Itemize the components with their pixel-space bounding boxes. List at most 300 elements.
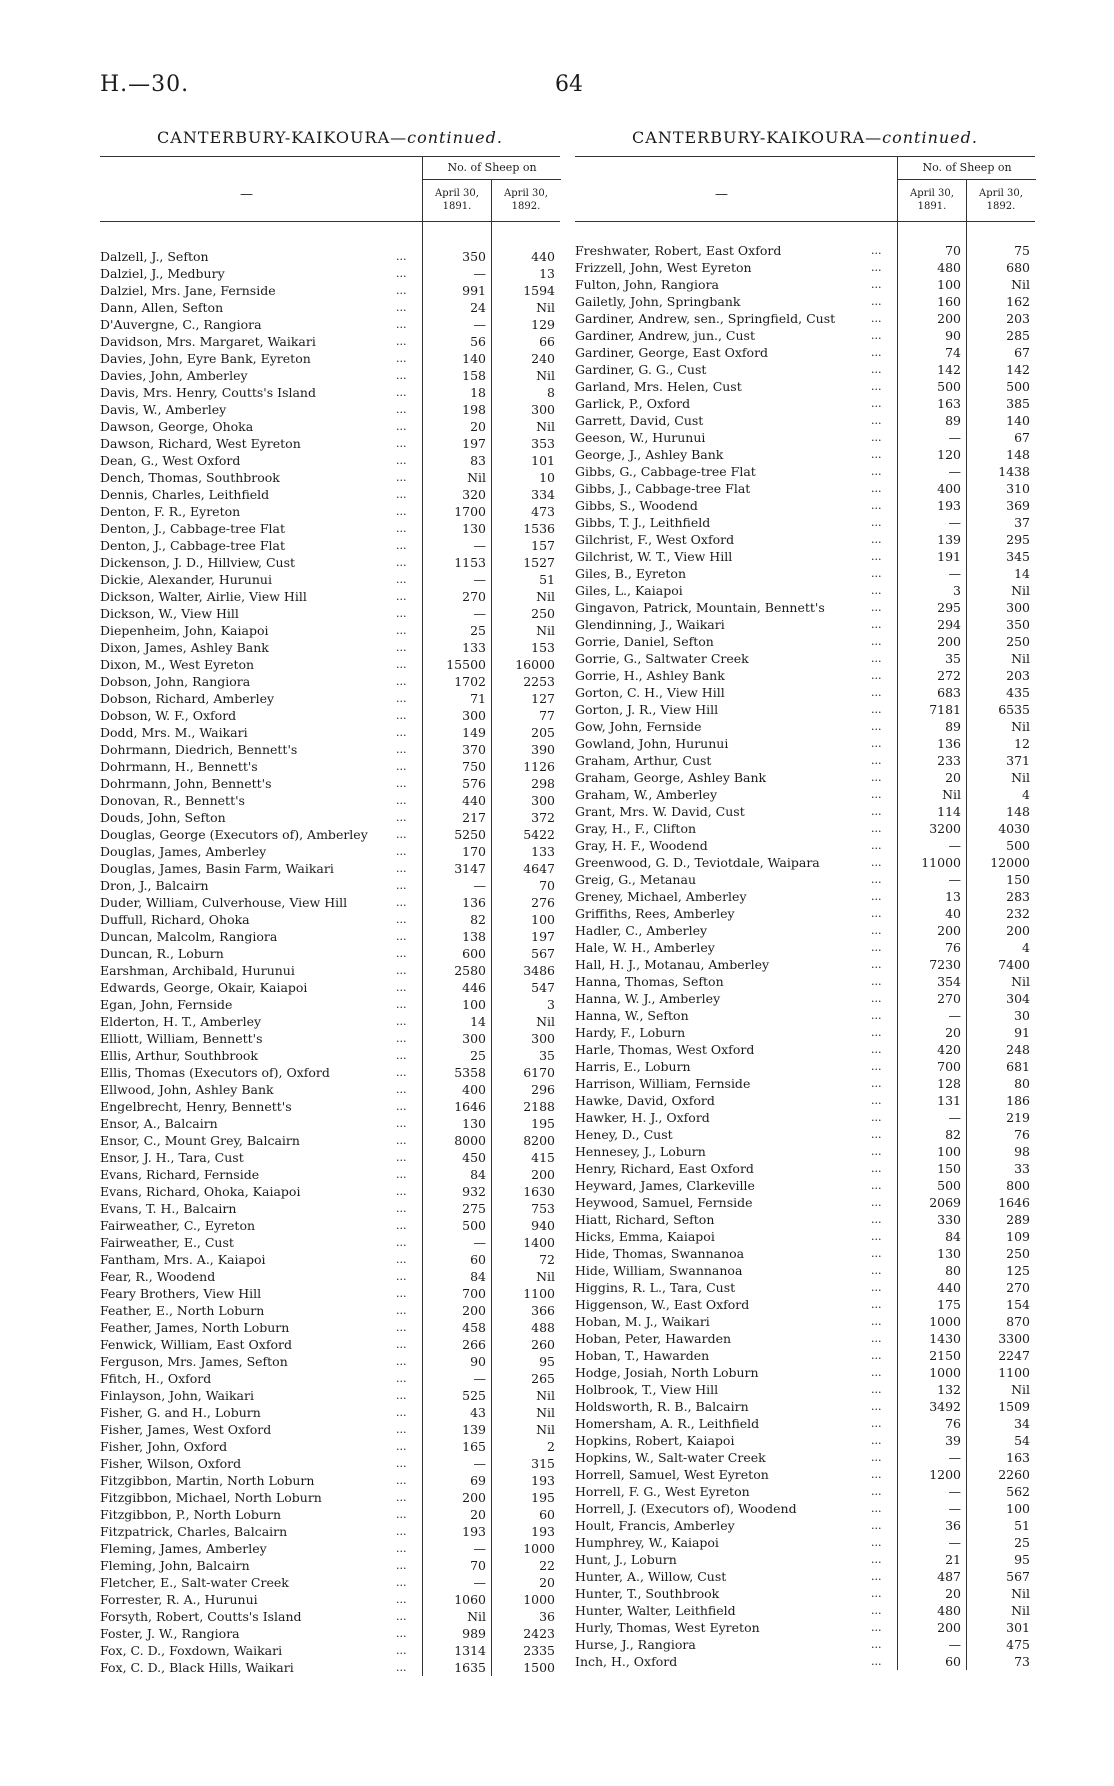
sheep-1891: —: [948, 1535, 961, 1550]
leader-dots: ...: [871, 1553, 882, 1566]
leader-dots: ...: [871, 1468, 882, 1481]
table-row: [575, 1313, 1035, 1330]
sheep-1891: —: [473, 572, 486, 587]
table-row: [100, 1183, 560, 1200]
sheep-1892: Nil: [536, 623, 555, 638]
sheep-1891: 2150: [929, 1348, 961, 1363]
sheep-1891: 1314: [454, 1643, 486, 1658]
sheep-1891: 193: [462, 1524, 486, 1539]
owner-name: Fairweather, E., Cust: [100, 1235, 234, 1250]
table-row: [575, 1619, 1035, 1636]
leader-dots: ...: [396, 1389, 407, 1402]
sheep-1891: 36: [945, 1518, 961, 1533]
sheep-1892: 100: [531, 912, 555, 927]
owner-name: Ffitch, H., Oxford: [100, 1371, 212, 1386]
owner-name: Fairweather, C., Eyreton: [100, 1218, 256, 1233]
leader-dots: ...: [871, 1179, 882, 1192]
sheep-1891: 140: [462, 351, 486, 366]
leader-dots: ...: [871, 1298, 882, 1311]
sheep-1892: 345: [1006, 549, 1030, 564]
table-row: [100, 1064, 560, 1081]
sheep-1891: 370: [462, 742, 486, 757]
sheep-1892: 193: [531, 1524, 555, 1539]
owner-name: Hanna, Thomas, Sefton: [575, 974, 724, 989]
leader-dots: ...: [871, 975, 882, 988]
table-row: [100, 860, 560, 877]
owner-name: Hoult, Francis, Amberley: [575, 1518, 735, 1533]
sheep-1891: 100: [937, 1144, 961, 1159]
sheep-1892: 7400: [998, 957, 1030, 972]
sheep-1891: —: [473, 1456, 486, 1471]
leader-dots: ...: [871, 1264, 882, 1277]
sheep-1891: 270: [462, 589, 486, 604]
leader-dots: ...: [871, 431, 882, 444]
sheep-1891: —: [473, 878, 486, 893]
sheep-1891: —: [473, 538, 486, 553]
sheep-1891: 500: [937, 1178, 961, 1193]
sheep-1891: 11000: [921, 855, 961, 870]
table-row: [100, 1234, 560, 1251]
table-row: [575, 650, 1035, 667]
table-row: [100, 758, 560, 775]
sheep-1892: Nil: [536, 368, 555, 383]
sheep-1891: 74: [945, 345, 961, 360]
owner-name: Graham, W., Amberley: [575, 787, 718, 802]
sheep-1892: Nil: [536, 1388, 555, 1403]
sheep-1892: 142: [1006, 362, 1030, 377]
sheep-1891: 15500: [446, 657, 486, 672]
sheep-1892: Nil: [1011, 583, 1030, 598]
leader-dots: ...: [396, 590, 407, 603]
table-row: [100, 418, 560, 435]
leader-dots: ...: [396, 352, 407, 365]
leader-dots: ...: [871, 992, 882, 1005]
leader-dots: ...: [871, 482, 882, 495]
sheep-1892: 109: [1006, 1229, 1030, 1244]
owner-name: Duncan, R., Loburn: [100, 946, 224, 961]
owner-name: Hurse, J., Rangiora: [575, 1637, 696, 1652]
owner-name: Hunter, A., Willow, Cust: [575, 1569, 727, 1584]
leader-dots: ...: [871, 1043, 882, 1056]
sheep-1892: 1000: [523, 1541, 555, 1556]
right-column: [575, 128, 1035, 1670]
leader-dots: ...: [871, 805, 882, 818]
leader-dots: ...: [871, 584, 882, 597]
sheep-1891: 20: [470, 1507, 486, 1522]
owner-name: Dobson, Richard, Amberley: [100, 691, 275, 706]
owner-name: Hanna, W., Sefton: [575, 1008, 689, 1023]
sheep-1891: 43: [470, 1405, 486, 1420]
sheep-1891: —: [948, 838, 961, 853]
owner-name: Dalziel, J., Medbury: [100, 266, 225, 281]
sheep-1892: 37: [1014, 515, 1030, 530]
owner-name: Douglas, James, Amberley: [100, 844, 267, 859]
owner-name: Hunter, Walter, Leithfield: [575, 1603, 736, 1618]
owner-name: Garland, Mrs. Helen, Cust: [575, 379, 742, 394]
leader-dots: ...: [396, 1321, 407, 1334]
table-row: [100, 1166, 560, 1183]
sheep-1892: 232: [1006, 906, 1030, 921]
sheep-1892: 12: [1014, 736, 1030, 751]
table-row: [575, 1024, 1035, 1041]
sheep-1891: —: [473, 317, 486, 332]
sheep-1891: 270: [937, 991, 961, 1006]
sheep-1892: 4647: [523, 861, 555, 876]
leader-dots: ...: [396, 641, 407, 654]
table-row: [575, 463, 1035, 480]
table-row: [100, 1455, 560, 1472]
table-row: [100, 1251, 560, 1268]
leader-dots: ...: [396, 760, 407, 773]
table-row: [575, 803, 1035, 820]
owner-name: Dickson, Walter, Airlie, View Hill: [100, 589, 307, 604]
table-row: [100, 384, 560, 401]
owner-name: Duder, William, Culverhouse, View Hill: [100, 895, 348, 910]
table-row: [100, 435, 560, 452]
sheep-1892: 940: [531, 1218, 555, 1233]
sheep-1891: 275: [462, 1201, 486, 1216]
owner-name: Hall, H. J., Motanau, Amberley: [575, 957, 770, 972]
sheep-1892: 298: [531, 776, 555, 791]
table-row: [575, 378, 1035, 395]
sheep-1891: —: [948, 1450, 961, 1465]
table-row: [575, 718, 1035, 735]
table-row: [575, 888, 1035, 905]
table-row: [575, 599, 1035, 616]
owner-name: Denton, J., Cabbage-tree Flat: [100, 521, 285, 536]
sheep-1892: 35: [539, 1048, 555, 1063]
table-row: [100, 299, 560, 316]
sheep-1891: 83: [470, 453, 486, 468]
sheep-1891: 200: [462, 1303, 486, 1318]
sheep-1891: 989: [462, 1626, 486, 1641]
leader-dots: ...: [396, 1032, 407, 1045]
sheep-1891: 25: [470, 623, 486, 638]
sheep-1891: 1000: [929, 1365, 961, 1380]
sheep-1892: 193: [531, 1473, 555, 1488]
table-row: [575, 361, 1035, 378]
owner-name: Elderton, H. T., Amberley: [100, 1014, 262, 1029]
sheep-1891: Nil: [942, 787, 961, 802]
owner-name: Fear, R., Woodend: [100, 1269, 216, 1284]
name-column-header: —: [240, 187, 253, 202]
sheep-1892: 20: [539, 1575, 555, 1590]
sheep-1892: 4: [1022, 787, 1030, 802]
owner-name: Dalziel, Mrs. Jane, Fernside: [100, 283, 276, 298]
leader-dots: ...: [396, 1270, 407, 1283]
sheep-1891: 136: [937, 736, 961, 751]
leader-dots: ...: [871, 1434, 882, 1447]
owner-name: Dickie, Alexander, Hurunui: [100, 572, 272, 587]
leader-dots: ...: [396, 1610, 407, 1623]
table-row: [575, 1075, 1035, 1092]
table-row: [100, 1302, 560, 1319]
sheep-1891: 20: [470, 419, 486, 434]
sheep-1892: Nil: [536, 1014, 555, 1029]
sheep-1891: 14: [470, 1014, 486, 1029]
sheep-1892: 70: [539, 878, 555, 893]
sheep-1892: 205: [531, 725, 555, 740]
sheep-1891: 80: [945, 1263, 961, 1278]
table-row: [100, 1506, 560, 1523]
sheep-1891: 76: [945, 1416, 961, 1431]
owner-name: Holdsworth, R. B., Balcairn: [575, 1399, 749, 1414]
sheep-1892: 200: [531, 1167, 555, 1182]
sheep-1891: 3492: [929, 1399, 961, 1414]
table-row: [575, 1466, 1035, 1483]
owner-name: Hunt, J., Loburn: [575, 1552, 677, 1567]
leader-dots: ...: [871, 465, 882, 478]
table-row: [100, 469, 560, 486]
sheep-1892: 300: [531, 793, 555, 808]
leader-dots: ...: [396, 964, 407, 977]
sheep-1892: 95: [1014, 1552, 1030, 1567]
page-number: 64: [555, 72, 583, 97]
table-row: [100, 826, 560, 843]
owner-name: Hopkins, W., Salt-water Creek: [575, 1450, 766, 1465]
table-row: [100, 1081, 560, 1098]
table-row: [100, 350, 560, 367]
leader-dots: ...: [871, 1519, 882, 1532]
sheep-1892: 415: [531, 1150, 555, 1165]
owner-name: Greney, Michael, Amberley: [575, 889, 747, 904]
sheep-1891: Nil: [467, 470, 486, 485]
owner-name: Giles, B., Eyreton: [575, 566, 687, 581]
leader-dots: ...: [396, 437, 407, 450]
leader-dots: ...: [396, 1355, 407, 1368]
sheep-1891: 932: [462, 1184, 486, 1199]
leader-dots: ...: [871, 941, 882, 954]
leader-dots: ...: [396, 1134, 407, 1147]
owner-name: Humphrey, W., Kaiapoi: [575, 1535, 719, 1550]
owner-name: Fulton, John, Rangiora: [575, 277, 720, 292]
table-row: [575, 1398, 1035, 1415]
sheep-1892: 150: [1006, 872, 1030, 887]
sheep-1891: 84: [470, 1269, 486, 1284]
leader-dots: ...: [396, 386, 407, 399]
sheep-group-header: No. of Sheep on: [897, 157, 1036, 180]
sheep-1891: 82: [470, 912, 486, 927]
owner-name: Foster, J. W., Rangiora: [100, 1626, 240, 1641]
sheep-1891: 3: [953, 583, 961, 598]
sheep-1892: 33: [1014, 1161, 1030, 1176]
sheep-1891: 320: [462, 487, 486, 502]
sheep-1891: 132: [937, 1382, 961, 1397]
owner-name: Gardiner, Andrew, jun., Cust: [575, 328, 755, 343]
table-row: [100, 1659, 560, 1676]
owner-name: Horrell, Samuel, West Eyreton: [575, 1467, 769, 1482]
leader-dots: ...: [871, 1655, 882, 1668]
leader-dots: ...: [396, 692, 407, 705]
page-reference: H.—30.: [100, 72, 190, 97]
table-row: [575, 1449, 1035, 1466]
leader-dots: ...: [396, 1440, 407, 1453]
table-row: [575, 1194, 1035, 1211]
sheep-1891: 100: [462, 997, 486, 1012]
leader-dots: ...: [871, 856, 882, 869]
sheep-1892: Nil: [1011, 974, 1030, 989]
sheep-1891: 7181: [929, 702, 961, 717]
sheep-1892: 1536: [523, 521, 555, 536]
leader-dots: ...: [396, 1202, 407, 1215]
table-row: [575, 548, 1035, 565]
owner-name: Elliott, William, Bennett's: [100, 1031, 263, 1046]
table-row: [100, 1540, 560, 1557]
sheep-1891: 3147: [454, 861, 486, 876]
owner-name: Finlayson, John, Waikari: [100, 1388, 254, 1403]
leader-dots: ...: [871, 618, 882, 631]
table-row: [100, 996, 560, 1013]
leader-dots: ...: [871, 686, 882, 699]
leader-dots: ...: [396, 675, 407, 688]
owner-name: Gray, H., F., Clifton: [575, 821, 697, 836]
sheep-1892: 567: [531, 946, 555, 961]
sheep-1892: 8: [547, 385, 555, 400]
sheep-1891: 39: [945, 1433, 961, 1448]
leader-dots: ...: [396, 1627, 407, 1640]
sheep-1891: 160: [937, 294, 961, 309]
owner-name: Garlick, P., Oxford: [575, 396, 691, 411]
sheep-1891: —: [948, 1501, 961, 1516]
sheep-1892: 200: [1006, 923, 1030, 938]
leader-dots: ...: [871, 329, 882, 342]
sheep-1891: 300: [462, 708, 486, 723]
sheep-1892: 753: [531, 1201, 555, 1216]
sheep-1892: 270: [1006, 1280, 1030, 1295]
sheep-1891: 7230: [929, 957, 961, 972]
leader-dots: ...: [396, 403, 407, 416]
leader-dots: ...: [871, 1213, 882, 1226]
owner-name: Dawson, George, Ohoka: [100, 419, 254, 434]
leader-dots: ...: [871, 1587, 882, 1600]
leader-dots: ...: [871, 635, 882, 648]
owner-name: Greenwood, G. D., Teviotdale, Waipara: [575, 855, 820, 870]
sheep-1892: 680: [1006, 260, 1030, 275]
sheep-1892: 100: [1006, 1501, 1030, 1516]
sheep-1891: 8000: [454, 1133, 486, 1148]
leader-dots: ...: [396, 1117, 407, 1130]
sheep-1892: 372: [531, 810, 555, 825]
leader-dots: ...: [396, 1185, 407, 1198]
sheep-1891: 13: [945, 889, 961, 904]
sheep-1891: 84: [945, 1229, 961, 1244]
sheep-1891: 700: [937, 1059, 961, 1074]
sheep-1892: 219: [1006, 1110, 1030, 1125]
leader-dots: ...: [396, 1253, 407, 1266]
table-row: [100, 911, 560, 928]
table-row: [575, 497, 1035, 514]
owner-name: Evans, Richard, Fernside: [100, 1167, 260, 1182]
sheep-1891: 165: [462, 1439, 486, 1454]
sheep-1891: 1702: [454, 674, 486, 689]
sheep-1891: 440: [937, 1280, 961, 1295]
leader-dots: ...: [871, 669, 882, 682]
sheep-1892: 66: [539, 334, 555, 349]
sheep-1891: 128: [937, 1076, 961, 1091]
leader-dots: ...: [871, 295, 882, 308]
sheep-1892: 95: [539, 1354, 555, 1369]
table-row: [100, 1132, 560, 1149]
sheep-1892: 195: [531, 1116, 555, 1131]
owner-name: Hoban, M. J., Waikari: [575, 1314, 710, 1329]
owner-name: Hicks, Emma, Kaiapoi: [575, 1229, 715, 1244]
sheep-1892: 195: [531, 1490, 555, 1505]
sheep-1892: 2: [547, 1439, 555, 1454]
owner-name: Dawson, Richard, West Eyreton: [100, 436, 301, 451]
owner-name: Garrett, David, Cust: [575, 413, 704, 428]
sheep-1891: 131: [937, 1093, 961, 1108]
sheep-1892: Nil: [1011, 719, 1030, 734]
leader-dots: ...: [871, 1094, 882, 1107]
leader-dots: ...: [871, 601, 882, 614]
sheep-1892: 10: [539, 470, 555, 485]
table-row: [575, 1109, 1035, 1126]
owner-name: Hoban, T., Hawarden: [575, 1348, 710, 1363]
owner-name: Gow, John, Fernside: [575, 719, 702, 734]
leader-dots: ...: [871, 924, 882, 937]
owner-name: George, J., Ashley Bank: [575, 447, 724, 462]
sheep-1891: 1700: [454, 504, 486, 519]
sheep-1891: 2069: [929, 1195, 961, 1210]
sheep-1892: 5422: [523, 827, 555, 842]
sheep-1892: 250: [1006, 634, 1030, 649]
sheep-1892: 250: [531, 606, 555, 621]
sheep-1891: 139: [937, 532, 961, 547]
table-row: [575, 1228, 1035, 1245]
table-row: [575, 1126, 1035, 1143]
leader-dots: ...: [396, 335, 407, 348]
table-row: [100, 1625, 560, 1642]
owner-name: Hanna, W. J., Amberley: [575, 991, 721, 1006]
sheep-1891: 1200: [929, 1467, 961, 1482]
sheep-1891: 487: [937, 1569, 961, 1584]
leader-dots: ...: [871, 737, 882, 750]
owner-name: Davis, W., Amberley: [100, 402, 227, 417]
leader-dots: ...: [396, 913, 407, 926]
table-row: [100, 1404, 560, 1421]
sheep-1891: 89: [945, 719, 961, 734]
table-row: [100, 367, 560, 384]
owner-name: Denton, F. R., Eyreton: [100, 504, 241, 519]
sheep-1892: 25: [1014, 1535, 1030, 1550]
sheep-1891: 24: [470, 300, 486, 315]
owner-name: Gilchrist, W. T., View Hill: [575, 549, 733, 564]
leader-dots: ...: [396, 573, 407, 586]
table-row: [100, 1557, 560, 1574]
sheep-1892: 1000: [523, 1592, 555, 1607]
table-row: [575, 990, 1035, 1007]
table-row: [575, 1143, 1035, 1160]
sheep-1891: 576: [462, 776, 486, 791]
sheep-1892: 67: [1014, 345, 1030, 360]
owner-name: Fleming, James, Amberley: [100, 1541, 267, 1556]
owner-name: Douglas, George (Executors of), Amberley: [100, 827, 368, 842]
table-row: [100, 1608, 560, 1625]
owner-name: Frizzell, John, West Eyreton: [575, 260, 752, 275]
sheep-1891: —: [948, 430, 961, 445]
sheep-1891: 440: [462, 793, 486, 808]
sheep-1892: Nil: [536, 1405, 555, 1420]
sheep-1891: —: [948, 464, 961, 479]
sheep-1892: 547: [531, 980, 555, 995]
table-row: [100, 333, 560, 350]
sheep-1892: 140: [1006, 413, 1030, 428]
col-1892-header: April 30, 1892.: [491, 179, 560, 221]
owner-name: Hide, Thomas, Swannanoa: [575, 1246, 745, 1261]
sheep-1891: 71: [470, 691, 486, 706]
table-row: [575, 310, 1035, 327]
sheep-1892: 295: [1006, 532, 1030, 547]
